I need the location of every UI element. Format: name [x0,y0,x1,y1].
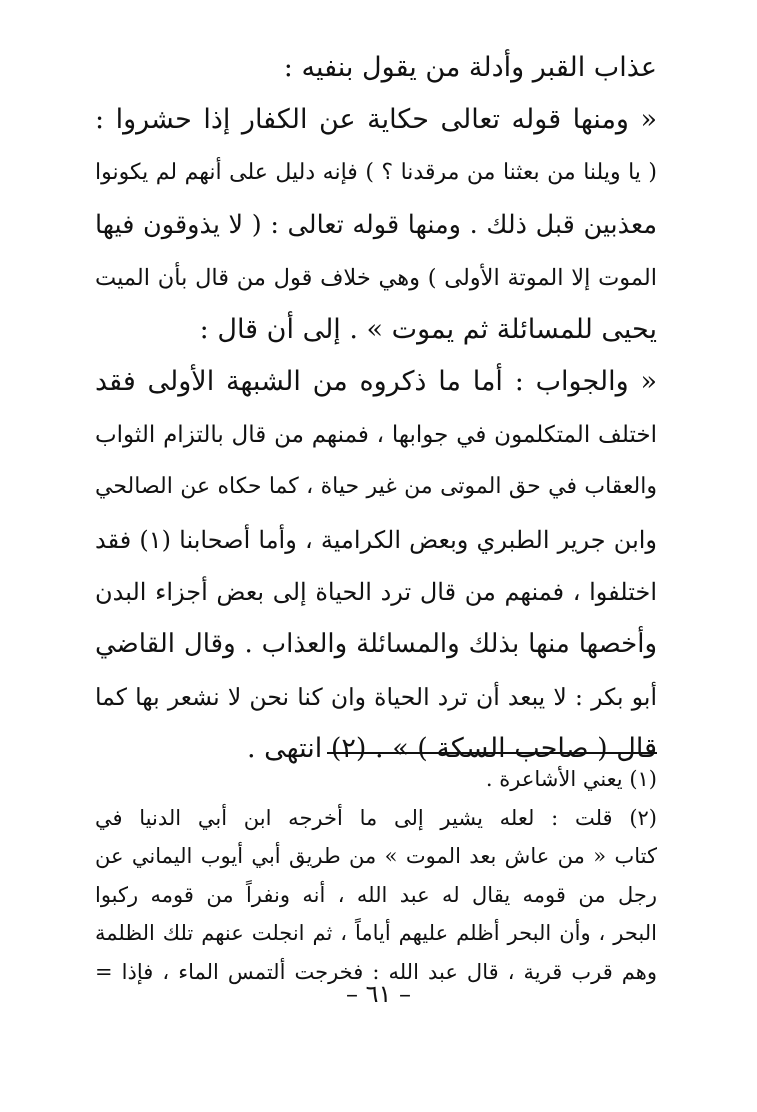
text-line: وابن جرير الطبري وبعض الكرامية ، وأما أصحابنا (١) فقد [95,525,658,554]
text-line: اختلفوا ، فمنهم من قال ترد الحياة إلى بعض أجزاء البدن [95,577,657,606]
footnote-line: رجل من قومه يقال له عبد الله ، أنه ونفراً من قومه ركبوا [95,882,657,907]
footnote-line: وهم قرب قرية ، قال عبد الله : فخرجت ألتمس الماء ، فإذا = [95,959,657,984]
footnotes [95,760,657,992]
text-line: وأخصها منها بذلك والمسائلة والعذاب . وقال القاضي [95,629,657,660]
text-line: قال ( صاحب السكة ) » . (٢) انتهى . [246,733,657,765]
text-line: معذبين قبل ذلك . ومنها قوله تعالى : ( لا يذوقون فيها [95,210,657,241]
text-line: « والجواب : أما ما ذكروه من الشبهة الأولى فقد [95,366,657,398]
footnote-line: البحر ، وأن البحر أظلم عليهم أياماً ، ثم انجلت عنهم تلك الظلمة [95,921,657,946]
text-line: عذاب القبر وأدلة من يقول بنفيه : [283,52,657,83]
text-line: ( يا ويلنا من بعثنا من مرقدنا ؟ ) فإنه دليل على أنهم لم يكونوا [95,159,657,185]
text-line: « ومنها قوله تعالى حكاية عن الكفار إذا حشروا : [95,104,657,136]
text-line: والعقاب في حق الموتى من غير حياة ، كما حكاه عن الصالحي [95,474,657,500]
page-number: – ٦١ – [345,980,412,1008]
footnote-separator [327,752,657,754]
footnote-line: كتاب « من عاش بعد الموت » من طريق أبي أيوب اليماني عن [95,844,657,869]
text-line: أبو بكر : لا يبعد أن ترد الحياة وان كنا نحن لا نشعر بها كما [95,682,657,711]
text-line: يحيى للمسائلة ثم يموت » . إلى أن قال : [199,313,657,345]
main-text-body [95,42,657,775]
text-line: اختلف المتكلمون في جوابها ، فمنهم من قال بالتزام الثواب [95,421,657,448]
footnote-line: (٢) قلت : لعله يشير إلى ما أخرجه ابن أبي الدنيا في [95,805,657,830]
footnote-line: (١) يعني الأشاعرة . [485,767,657,791]
text-line: الموت إلا الموتة الأولى ) وهي خلاف قول من قال بأن الميت [95,264,657,291]
